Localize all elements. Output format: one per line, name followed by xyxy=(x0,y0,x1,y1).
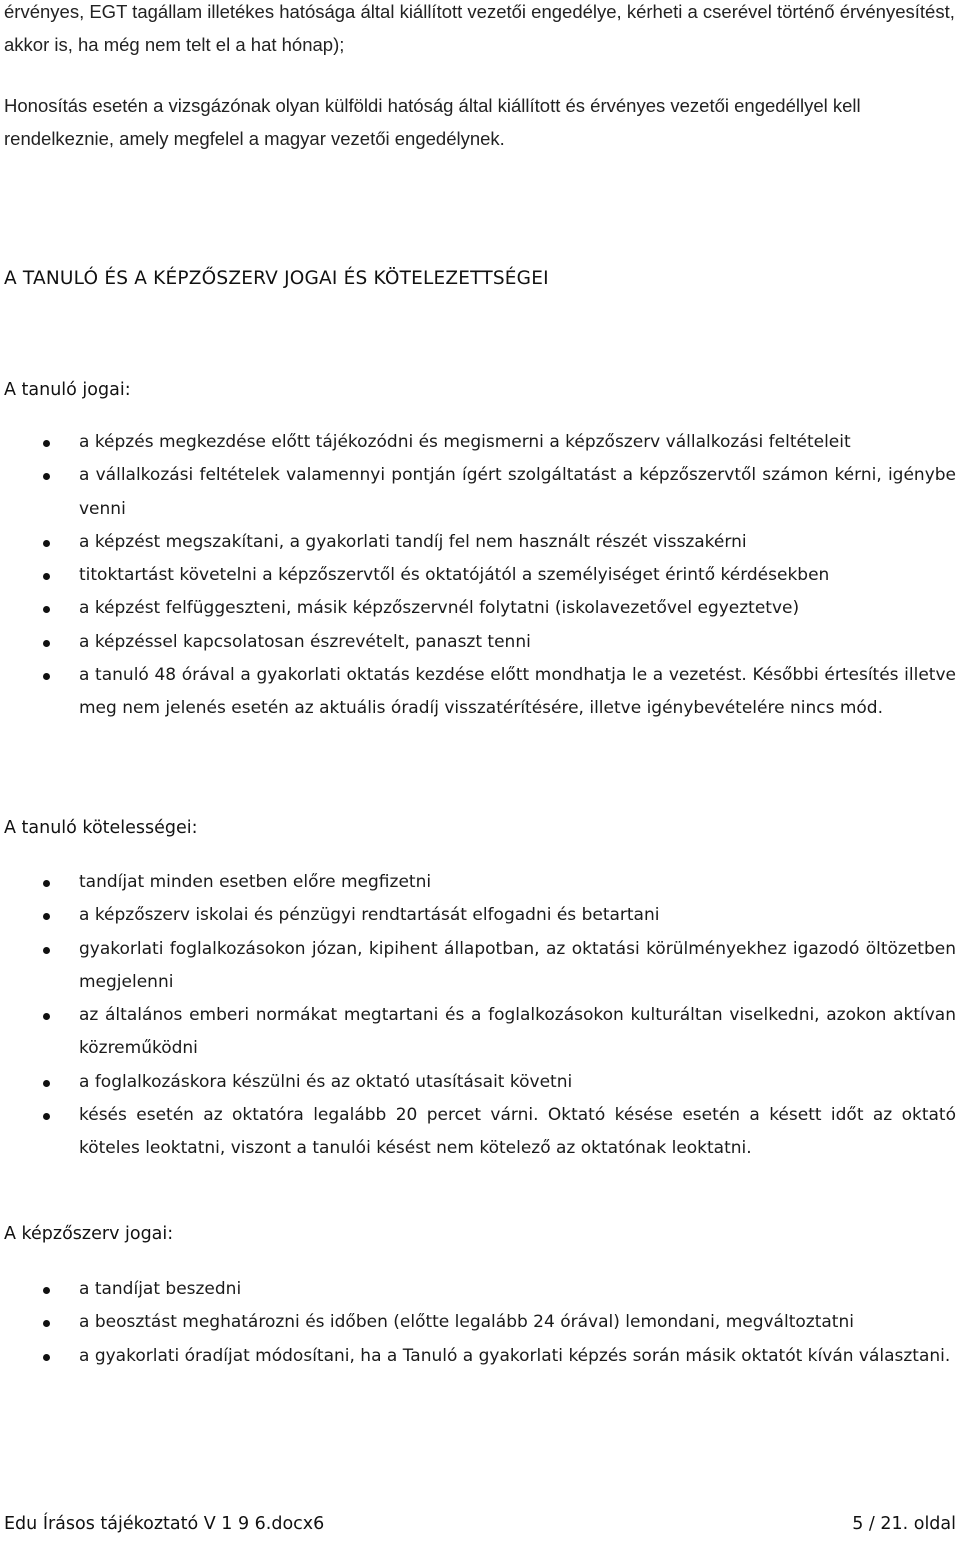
bullet-icon xyxy=(43,573,50,580)
list-item-text: a beosztást meghatározni és időben (előtte legalább 24 órával) lemondani, megváltoztatni xyxy=(79,1312,854,1333)
list-item xyxy=(0,866,956,899)
list-item xyxy=(0,1099,956,1166)
list-item-text: gyakorlati foglalkozásokon józan, kipihent állapotban, az oktatási körülményekhez igazodó öltözetben megjelenni xyxy=(79,938,956,992)
bullet-icon xyxy=(43,913,50,920)
list-item-text: a gyakorlati óradíjat módosítani, ha a Tanuló a gyakorlati képzés során másik oktatót kíván választani. xyxy=(79,1345,951,1366)
student-rights-list xyxy=(0,426,956,726)
bullet-icon xyxy=(43,1113,50,1120)
footer-filename: Edu Írásos tájékoztató V 1 9 6.docx6 xyxy=(4,1514,325,1534)
list-item xyxy=(0,559,956,592)
list-item-text: a képzőszerv iskolai és pénzügyi rendtartását elfogadni és betartani xyxy=(79,905,660,926)
list-item-text: a képzéssel kapcsolatosan észrevételt, panaszt tenni xyxy=(79,631,531,652)
bullet-icon xyxy=(43,606,50,613)
list-item-text: az általános emberi normákat megtartani és a foglalkozásokon kulturáltan viselkedni, azokon aktívan közreműködni xyxy=(79,1005,956,1059)
list-item xyxy=(0,1066,956,1099)
bullet-icon xyxy=(43,1287,50,1294)
list-item xyxy=(0,899,956,932)
list-item xyxy=(0,1306,956,1339)
bullet-icon xyxy=(43,1013,50,1020)
bullet-icon xyxy=(43,640,50,647)
list-item-text: a képzés megkezdése előtt tájékozódni és megismerni a képzőszerv vállalkozási feltételeit xyxy=(79,432,851,452)
school-rights-heading: A képzőszerv jogai: xyxy=(4,1224,174,1244)
list-item xyxy=(0,426,956,459)
bullet-icon xyxy=(43,440,50,447)
list-item-text: a vállalkozási feltételek valamennyi pontján ígért szolgáltatást a képzőszervtől számon kérni, igénybe venni xyxy=(79,465,956,519)
bullet-icon xyxy=(43,673,50,680)
list-item xyxy=(0,626,956,659)
list-item-text: a tanuló 48 órával a gyakorlati oktatás kezdése előtt mondhatja le a vezetést. Későbbi értesítés illetve meg nem jelenés esetén az aktuális óradíj visszatérítésére, illetve igénybevételére nincs mód. xyxy=(79,665,956,719)
list-item-text: a tandíjat beszedni xyxy=(79,1279,242,1299)
list-item-text: a képzést megszakítani, a gyakorlati tandíj fel nem használt részét visszakérni xyxy=(79,531,747,552)
list-item xyxy=(0,459,956,526)
footer-page-number: 5 / 21. oldal xyxy=(852,1514,956,1534)
intro-paragraph-1-text: érvényes, EGT tagállam illetékes hatósága által kiállított vezetői engedélye, kérheti a cserével történő érvényesítést, akkor is, ha még nem telt el a hat hónap); xyxy=(4,1,955,55)
list-item xyxy=(0,933,956,1000)
student-duties-list xyxy=(0,866,956,1166)
bullet-icon xyxy=(43,540,50,547)
bullet-icon xyxy=(43,880,50,887)
list-item xyxy=(0,999,956,1066)
list-item-text: tandíjat minden esetben előre megfizetni xyxy=(79,872,432,892)
list-item xyxy=(0,1273,956,1306)
student-duties-heading: A tanuló kötelességei: xyxy=(4,818,198,838)
bullet-icon xyxy=(43,1354,50,1361)
bullet-icon xyxy=(43,473,50,480)
list-item xyxy=(0,526,956,559)
list-item-text: a képzést felfüggeszteni, másik képzőszervnél folytatni (iskolavezetővel egyeztetve) xyxy=(79,598,800,619)
intro-paragraph-1 xyxy=(4,0,956,61)
section-title: A TANULÓ ÉS A KÉPZŐSZERV JOGAI ÉS KÖTELEZETTSÉGEI xyxy=(4,268,549,289)
list-item-text: késés esetén az oktatóra legalább 20 percet várni. Oktató késése esetén a késett időt az oktató köteles leoktatni, viszont a tanulói késést nem kötelező az oktatónak leoktatni. xyxy=(79,1105,956,1159)
list-item xyxy=(0,659,956,726)
bullet-icon xyxy=(43,1080,50,1087)
list-item-text: titoktartást követelni a képzőszervtől és oktatójától a személyiséget érintő kérdésekben xyxy=(79,565,830,586)
bullet-icon xyxy=(43,947,50,954)
school-rights-list xyxy=(0,1273,956,1373)
intro-paragraph-2 xyxy=(4,89,956,155)
student-rights-heading: A tanuló jogai: xyxy=(4,380,131,400)
list-item xyxy=(0,592,956,625)
bullet-icon xyxy=(43,1320,50,1327)
intro-paragraph-2-text: Honosítás esetén a vizsgázónak olyan külföldi hatóság által kiállított és érvényes vezetői engedéllyel kell rendelkeznie, amely megfelel a magyar vezetői engedélynek. xyxy=(4,95,861,149)
list-item xyxy=(0,1340,956,1373)
list-item-text: a foglalkozáskora készülni és az oktató utasításait követni xyxy=(79,1071,573,1092)
